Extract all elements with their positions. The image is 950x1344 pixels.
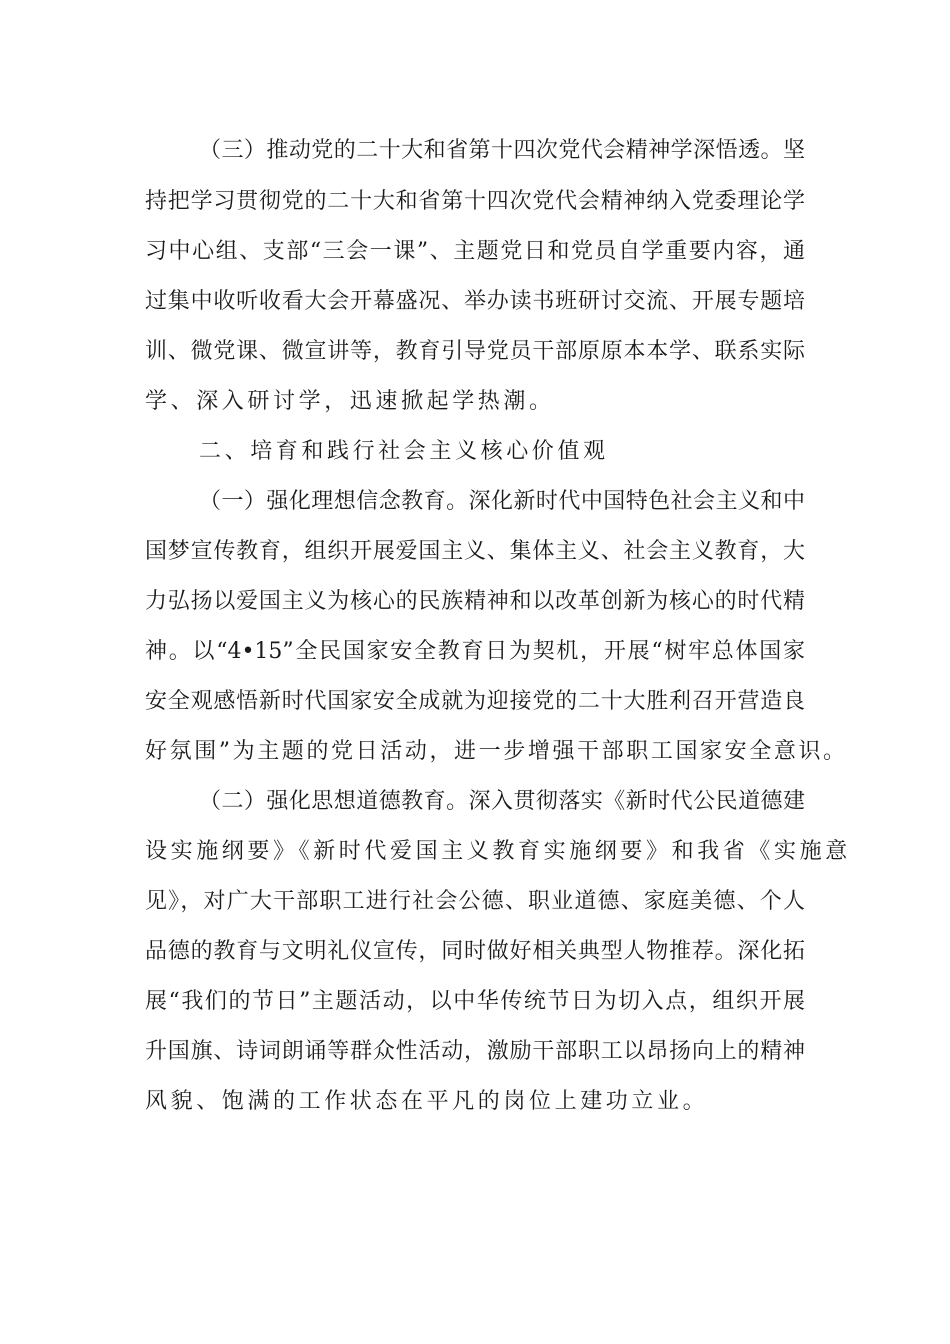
text-line: 力弘扬以爱国主义为核心的民族精神和以改革创新为核心的时代精 <box>145 589 805 614</box>
text-line: 习中心组、支部“三会一课”、主题党日和党员自学重要内容，通 <box>145 239 805 264</box>
text-line: 安全观感悟新时代国家安全成就为迎接党的二十大胜利召开营造良 <box>145 689 805 714</box>
text-line: （一）强化理想信念教育。深化新时代中国特色社会主义和中 <box>199 489 805 514</box>
text-line: 持把学习贯彻党的二十大和省第十四次党代会精神纳入党委理论学 <box>145 189 805 214</box>
text-line: 学、深入研讨学，迅速掀起学热潮。 <box>145 389 555 414</box>
text-line: （二）强化思想道德教育。深入贯彻落实《新时代公民道德建 <box>199 789 805 814</box>
text-line: 展“我们的节日”主题活动，以中华传统节日为切入点，组织开展 <box>145 989 805 1014</box>
text-line: 见》，对广大干部职工进行社会公德、职业道德、家庭美德、个人 <box>145 889 805 914</box>
text-line: 国梦宣传教育，组织开展爱国主义、集体主义、社会主义教育，大 <box>145 539 805 564</box>
text-line: 设实施纲要》《新时代爱国主义教育实施纲要》和我省《实施意 <box>145 839 851 864</box>
text-line: 好氛围”为主题的党日活动，进一步增强干部职工国家安全意识。 <box>145 739 848 764</box>
text-line: 训、微党课、微宣讲等，教育引导党员干部原原本本学、联系实际 <box>145 339 805 364</box>
text-line: 升国旗、诗词朗诵等群众性活动，激励干部职工以昂扬向上的精神 <box>145 1039 805 1064</box>
text-line: 风貌、饱满的工作状态在平凡的岗位上建功立业。 <box>145 1089 709 1114</box>
text-line: 过集中收听收看大会开幕盛况、举办读书班研讨交流、开展专题培 <box>145 289 805 314</box>
text-line: 品德的教育与文明礼仪宣传，同时做好相关典型人物推荐。深化拓 <box>145 939 805 964</box>
text-line: 神。以“4•15”全民国家安全教育日为契机，开展“树牢总体国家 <box>145 639 805 664</box>
text-line: （三）推动党的二十大和省第十四次党代会精神学深悟透。坚 <box>199 138 805 163</box>
section-heading: 二、培育和践行社会主义核心价值观 <box>199 439 609 464</box>
